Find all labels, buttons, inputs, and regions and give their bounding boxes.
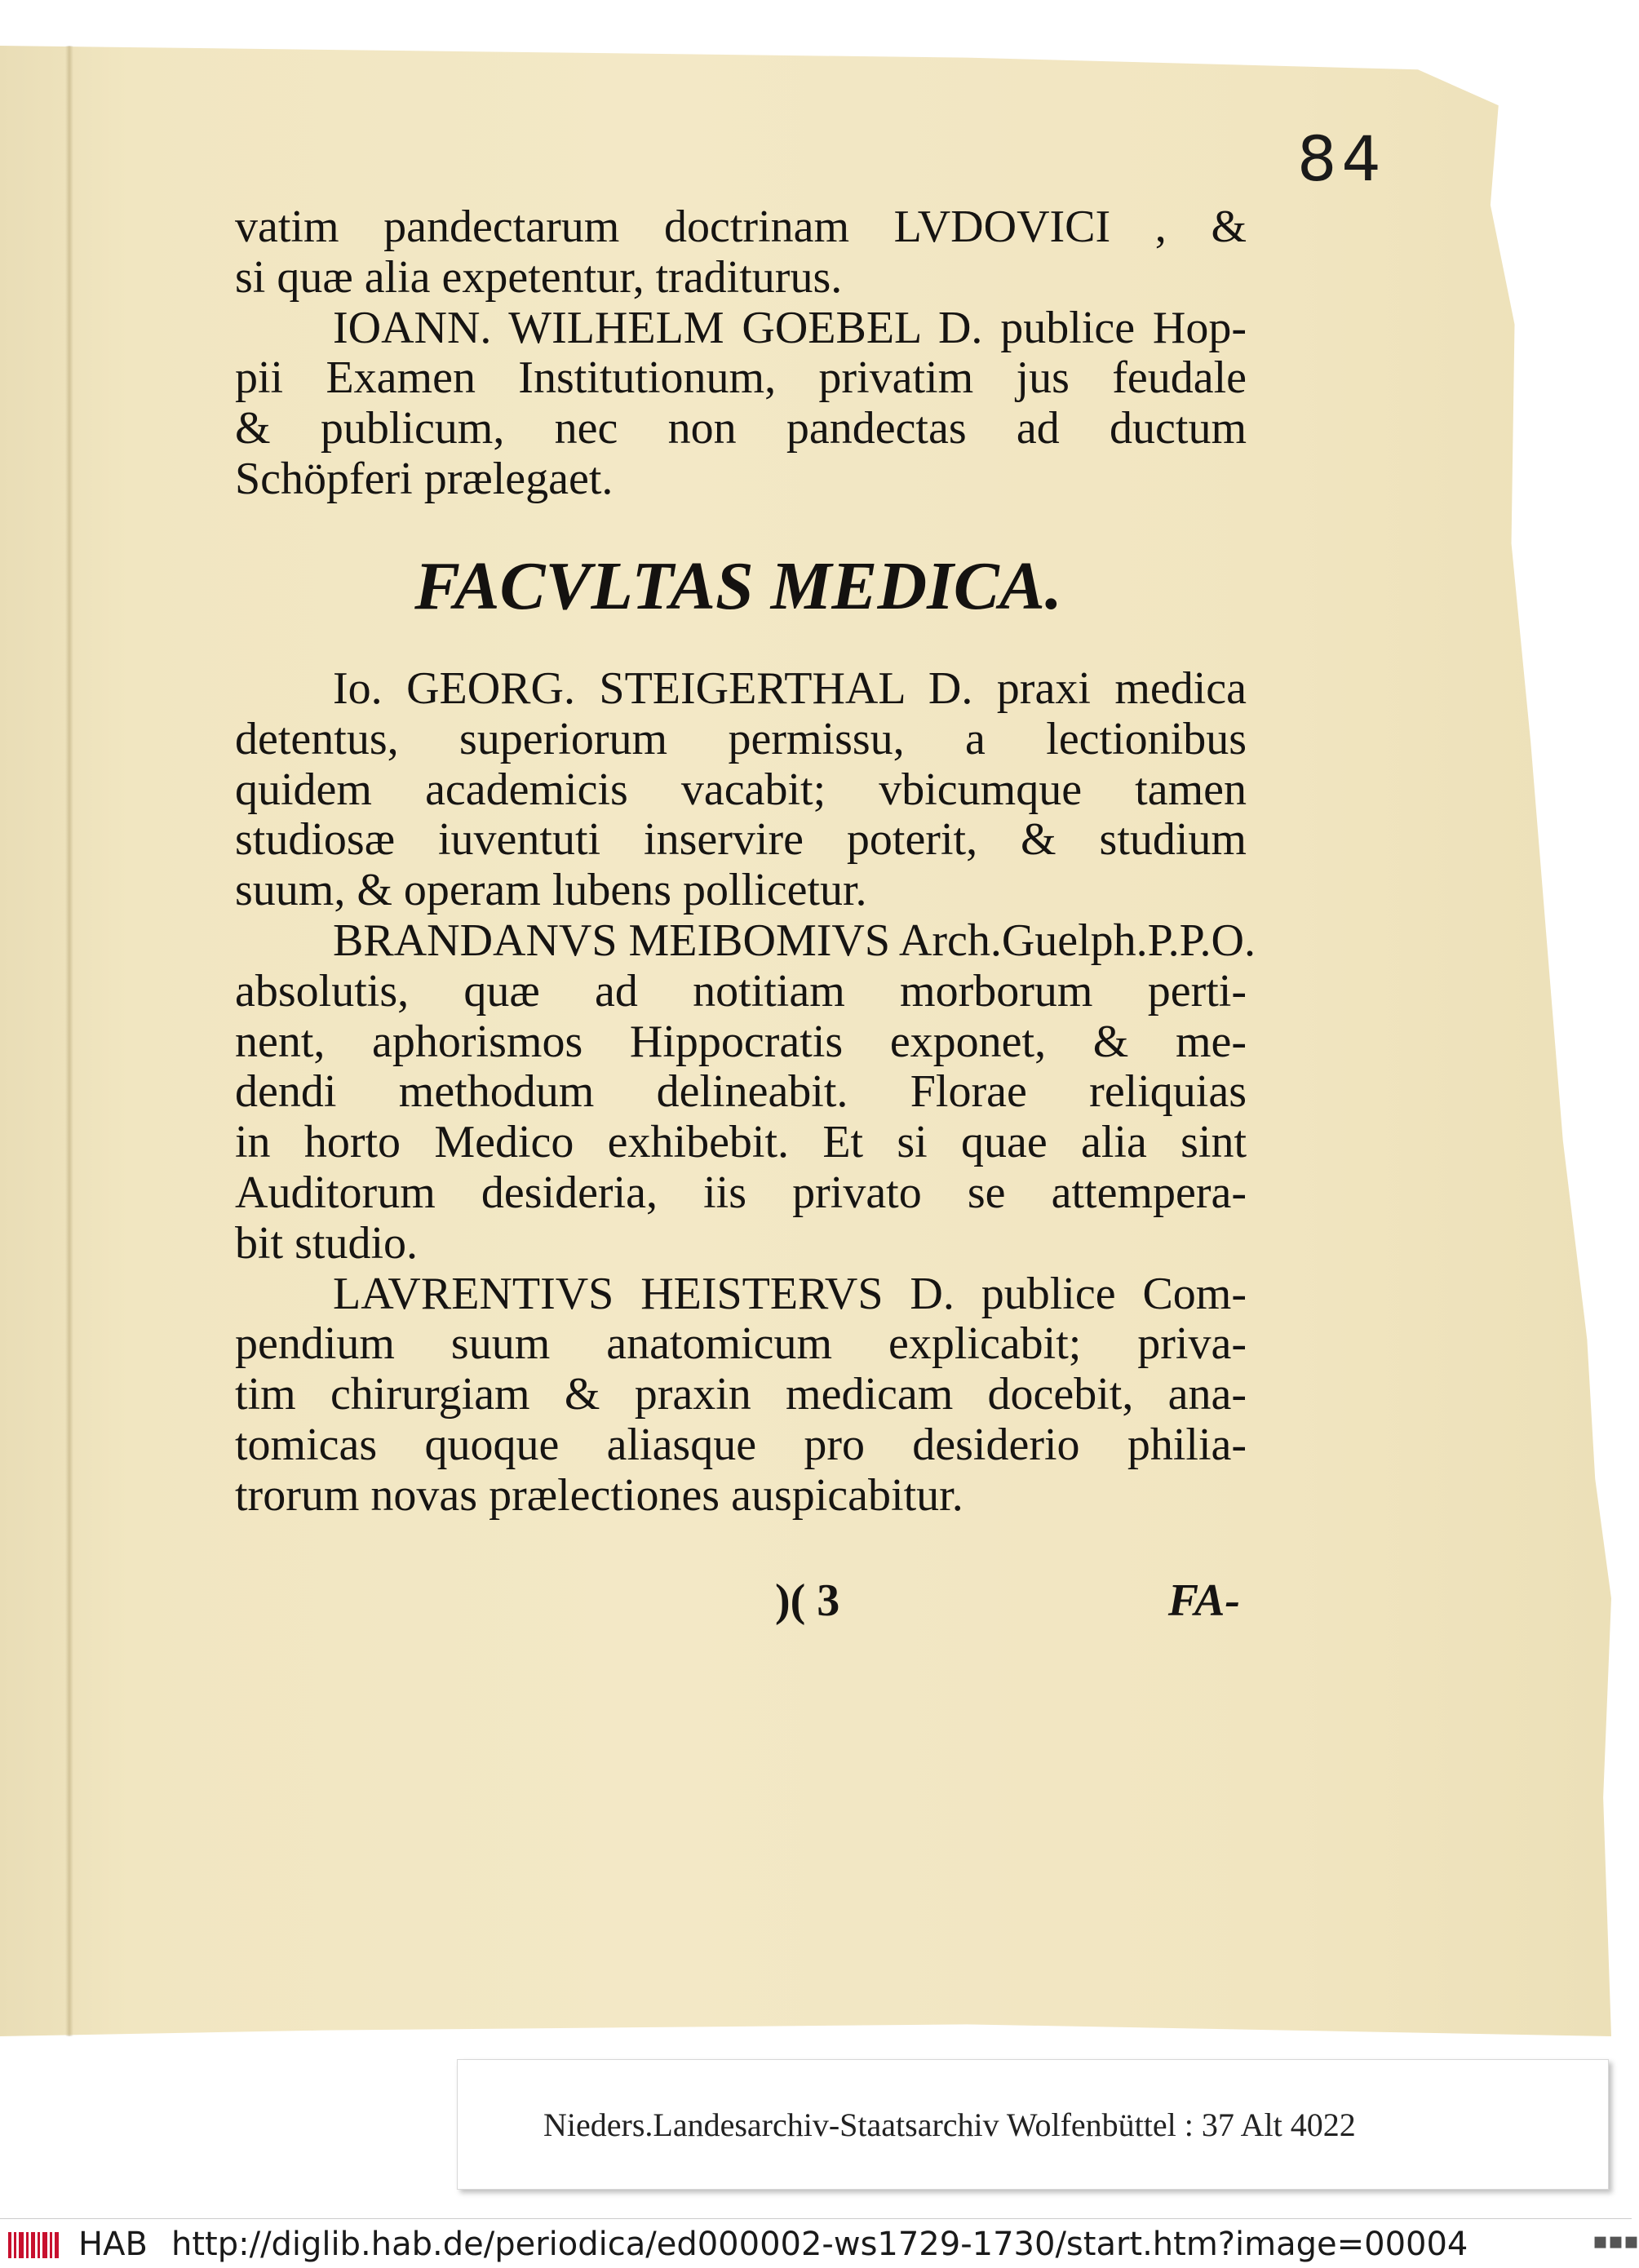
section-heading: FACVLTAS MEDICA. — [414, 548, 1062, 624]
text-line: si quæ alia expetentur, traditurus. — [235, 251, 843, 303]
archive-label — [457, 2059, 1609, 2190]
text-line: pii Examen Institutionum, privatim jus feudale — [235, 352, 1247, 404]
ellipsis-icon: ▪▪▪ — [1592, 2227, 1639, 2254]
catch-line — [775, 1575, 1240, 1640]
text-line: detentus, superiorum permissu, a lectionibus — [235, 713, 1247, 764]
signature-mark: )( 3 — [775, 1575, 840, 1626]
text-line: studiosæ iuventuti inservire poterit, & studium — [235, 814, 1247, 866]
text-line: BRANDANVS MEIBOMIVS Arch.Guelph.P.P.O. — [333, 915, 1256, 966]
text-line: vatim pandectarum doctrinam LVDOVICI , & — [235, 202, 1247, 252]
archive-label-text: Nieders.Landesarchiv-Staatsarchiv Wolfenbüttel : 37 Alt 4022 — [543, 2106, 1356, 2143]
text-block-upper — [235, 202, 1247, 505]
text-line: & publicum, nec non pandectas ad ductum — [235, 403, 1247, 454]
text-line: bit studio. — [235, 1217, 419, 1269]
bottom-url-bar — [0, 2218, 1639, 2268]
text-line: suum, & operam lubens pollicetur. — [235, 865, 867, 916]
folio-number: 84 — [1297, 122, 1386, 195]
text-line: tomicas quoque aliasque pro desiderio philia- — [235, 1419, 1247, 1470]
text-line: Io. GEORG. STEIGERTHAL D. praxi medica — [333, 663, 1247, 714]
hab-brand-label: HAB — [78, 2226, 148, 2263]
text-block-lower — [235, 663, 1256, 1522]
text-line: tim chirurgiam & praxin medicam docebit, ana- — [235, 1369, 1247, 1420]
text-line: Schöpferi prælegaet. — [235, 453, 614, 504]
text-line: pendium suum anatomicum explicabit; priva- — [235, 1318, 1247, 1370]
page-fold-shadow — [65, 46, 73, 2036]
text-line: IOANN. WILHELM GOEBEL D. publice Hop- — [333, 302, 1247, 353]
text-line: absolutis, quæ ad notitiam morborum perti- — [235, 965, 1247, 1017]
catchword: FA- — [1167, 1575, 1240, 1626]
text-line: dendi methodum delineabit. Florae reliquias — [235, 1066, 1247, 1118]
text-line: Auditorum desideria, iis privato se attempera- — [235, 1167, 1247, 1218]
text-line: LAVRENTIVS HEISTERVS D. publice Com- — [333, 1268, 1247, 1319]
text-line: in horto Medico exhibebit. Et si quae alia sint — [235, 1117, 1247, 1168]
text-line: trorum novas prælectiones auspicabitur. — [235, 1469, 963, 1521]
text-line: quidem academicis vacabit; vbicumque tamen — [235, 764, 1247, 815]
text-line: nent, aphorismos Hippocratis exponet, & me- — [235, 1016, 1247, 1067]
page-url-link[interactable]: http://diglib.hab.de/periodica/ed000002-ws1729-1730/start.htm?image=00004 — [171, 2226, 1468, 2263]
hab-barcode-icon — [7, 2229, 64, 2261]
